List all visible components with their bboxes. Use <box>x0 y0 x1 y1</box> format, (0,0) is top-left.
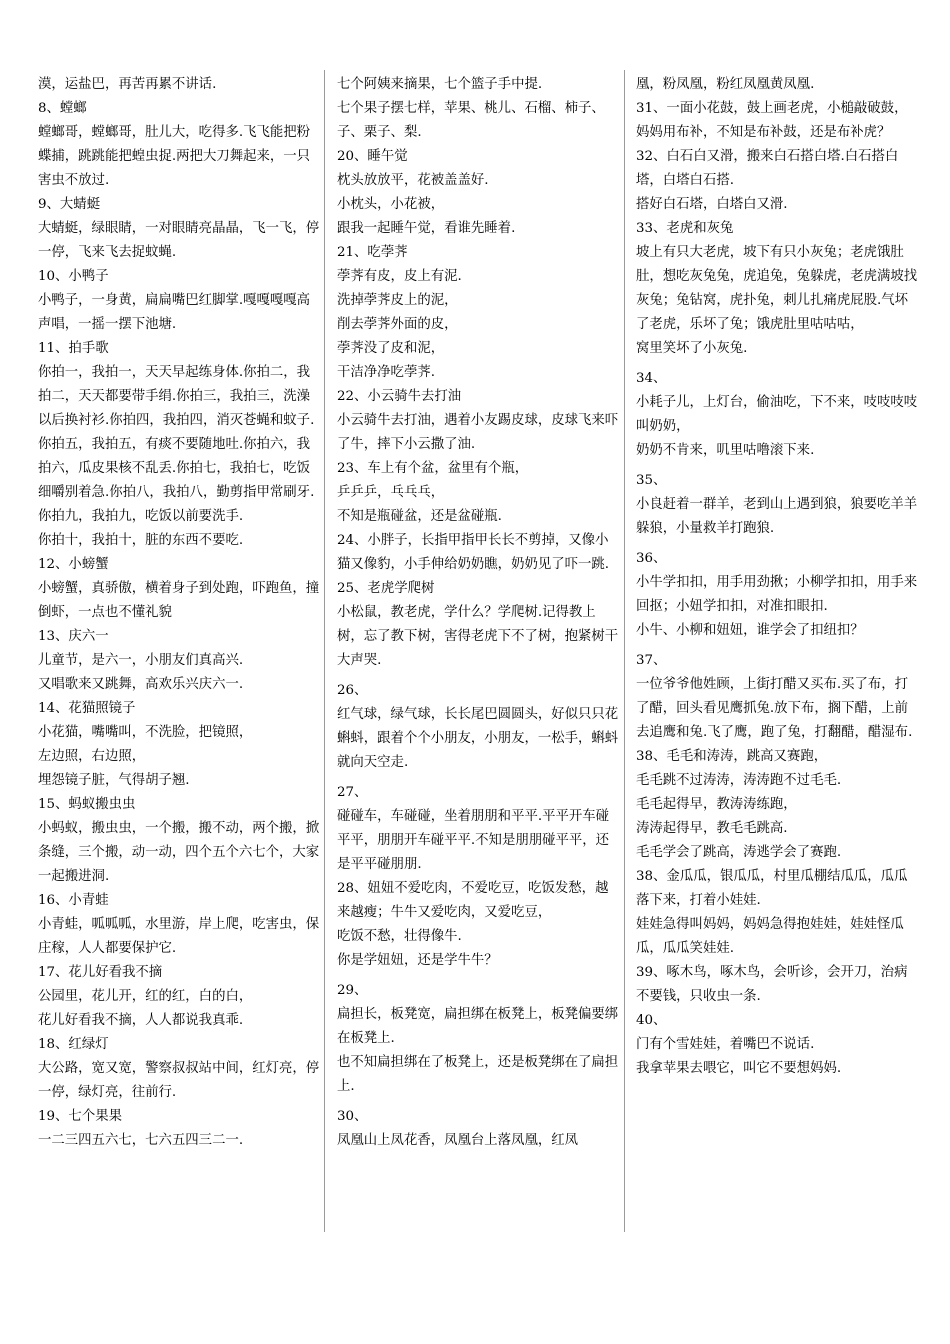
rhyme-title: 38、金瓜瓜，银瓜瓜，村里瓜棚结瓜瓜，瓜瓜落下来，打着小娃娃. <box>636 869 908 908</box>
rhyme-line: 娃娃急得叫妈妈，妈妈急得抱娃娃，娃娃怪瓜瓜，瓜瓜笑娃娃. <box>636 917 904 956</box>
rhyme-title: 40、 <box>636 1013 667 1028</box>
rhyme-title: 24、小胖子，长指甲指甲长长不剪掉，又像小猫又像豹，小手伸给奶奶瞧，奶奶见了吓一跳. <box>337 533 610 572</box>
rhyme-block <box>636 865 918 961</box>
rhyme-block <box>337 385 619 457</box>
rhyme-line: 一二三四五六七，七六五四三二一. <box>38 1133 244 1148</box>
rhyme-line: 干洁净净吃荸荠. <box>337 365 435 380</box>
rhyme-line: 花儿好看我不摘，人人都说我真乖. <box>38 1013 244 1028</box>
rhyme-block <box>38 961 320 1033</box>
column-2 <box>337 73 619 1153</box>
rhyme-title: 36、 <box>636 551 667 566</box>
column-1 <box>38 73 320 1153</box>
rhyme-title: 15、蚂蚁搬虫虫 <box>38 797 136 812</box>
rhyme-block <box>38 1105 320 1153</box>
rhyme-block <box>38 793 320 889</box>
rhyme-line: 碰碰车，车碰碰，坐着朋朋和平平.平平开车碰平平，朋朋开车碰平平.不知是朋朋碰平平，还是平平碰朋朋. <box>337 809 610 872</box>
rhyme-title: 17、花儿好看我不摘 <box>38 965 163 980</box>
rhyme-block <box>337 73 619 145</box>
rhyme-line: 小牛、小柳和妞妞，谁学会了扣纽扣？ <box>636 623 864 638</box>
rhyme-block <box>636 73 918 97</box>
rhyme-line: 小青蛙，呱呱呱，水里游，岸上爬，吃害虫，保庄稼，人人都要保护它. <box>38 917 320 956</box>
rhyme-block <box>38 625 320 697</box>
rhyme-block <box>337 241 619 385</box>
rhyme-title: 31、一面小花鼓，鼓上画老虎，小槌敲破鼓，妈妈用布补，不知是布补鼓，还是布补虎？ <box>636 101 908 140</box>
rhyme-block <box>636 217 918 361</box>
rhyme-block <box>636 97 918 145</box>
rhyme-title: 9、大蜻蜓 <box>38 197 101 212</box>
rhyme-title: 13、庆六一 <box>38 629 109 644</box>
rhyme-line: 奶奶不肯来，叽里咕噜滚下来. <box>636 443 815 458</box>
rhyme-title: 32、白石白又滑，搬来白石搭白塔.白石搭白塔，白塔白石搭. <box>636 149 899 188</box>
rhyme-title: 34、 <box>636 371 667 386</box>
rhyme-title: 35、 <box>636 473 667 488</box>
rhyme-block <box>337 145 619 241</box>
rhyme-line: 一位爷爷他姓顾，上街打醋又买布.买了布，打了醋，回头看见鹰抓兔.放下布，搁下醋，上前去追鹰和兔.飞了鹰，跑了兔，打翻醋，醋湿布. <box>636 677 913 740</box>
rhyme-block <box>337 529 619 577</box>
rhyme-line: 你是学妞妞，还是学牛牛？ <box>337 953 498 968</box>
rhyme-block <box>636 745 918 865</box>
rhyme-line: 小耗子儿，上灯台，偷油吃，下不来，吱吱吱吱叫奶奶， <box>636 395 918 434</box>
rhyme-block <box>636 367 918 463</box>
rhyme-title: 12、小螃蟹 <box>38 557 109 572</box>
rhyme-line: 荸荠有皮，皮上有泥. <box>337 269 462 284</box>
rhyme-title: 33、老虎和灰兔 <box>636 221 734 236</box>
rhyme-line: 大蜻蜓，绿眼睛，一对眼睛亮晶晶，飞一飞，停一停，飞来飞去捉蚊蝇. <box>38 221 320 260</box>
rhyme-block <box>337 877 619 973</box>
rhyme-line: 小枕头，小花被， <box>337 197 445 212</box>
rhyme-line: 你拍一，我拍一，天天早起练身体.你拍二，我拍二，天天都要带手绢.你拍三，我拍三，洗澡以后换衬衫.你拍四，我拍四，消灭苍蝇和蚊子.你拍五，我拍五，有痰不要随地吐.你拍六，我拍六，瓜皮果核不乱丢.你拍七，我拍七，吃饭细嚼别着急.你拍八，我拍八，勤剪指甲常刷牙.你拍九，我拍九，吃饭以前要洗手. <box>38 365 315 524</box>
rhyme-line: 削去荸荠外面的皮， <box>337 317 458 332</box>
rhyme-title: 14、花猫照镜子 <box>38 701 136 716</box>
rhyme-line: 又唱歌来又跳舞，高欢乐兴庆六一. <box>38 677 244 692</box>
rhyme-block <box>38 97 320 193</box>
rhyme-line: 七个阿姨来摘果，七个篮子手中提. <box>337 77 543 92</box>
rhyme-line: 小松鼠，教老虎，学什么？学爬树.记得教上树，忘了教下树，害得老虎下不了树，抱紧树干大声哭. <box>337 605 619 668</box>
rhyme-line: 荸荠没了皮和泥， <box>337 341 445 356</box>
rhyme-title: 16、小青蛙 <box>38 893 109 908</box>
rhyme-line: 小鸭子，一身黄，扁扁嘴巴红脚掌.嘎嘎嘎嘎高声唱，一摇一摆下池塘. <box>38 293 311 332</box>
rhyme-block <box>636 961 918 1009</box>
rhyme-line: 凤凰山上凤花香，凤凰台上落凤凰，红凤 <box>337 1133 579 1148</box>
rhyme-title: 8、螳螂 <box>38 101 87 116</box>
rhyme-line: 跟我一起睡午觉，看谁先睡着. <box>337 221 516 236</box>
rhyme-title: 21、吃荸荠 <box>337 245 408 260</box>
rhyme-line: 毛毛起得早，教涛涛练跑， <box>636 797 797 812</box>
rhyme-line: 我拿苹果去喂它，叫它不要想妈妈. <box>636 1061 842 1076</box>
rhyme-title: 25、老虎学爬树 <box>337 581 435 596</box>
rhyme-line: 坡上有只大老虎，坡下有只小灰兔；老虎饿肚肚，想吃灰兔兔，虎追兔，兔躲虎，老虎满坡找灰兔；兔钻窝，虎扑兔，刺儿扎痛虎屁股.气坏了老虎，乐坏了兔；饿虎肚里咕咕咕， <box>636 245 918 332</box>
rhyme-title: 30、 <box>337 1109 368 1124</box>
rhyme-line: 毛毛跳不过涛涛，涛涛跑不过毛毛. <box>636 773 842 788</box>
rhyme-line: 小蚂蚁，搬虫虫，一个搬，搬不动，两个搬，掀条缝，三个搬，动一动，四个五个六七个，大家一起搬进洞. <box>38 821 320 884</box>
rhyme-line: 也不知扁担绑在了板凳上，还是板凳绑在了扁担上. <box>337 1055 619 1094</box>
rhyme-line: 乒乒乒，乓乓乓， <box>337 485 445 500</box>
rhyme-line: 红气球，绿气球，长长尾巴圆圆头，好似只只花蝌蚪，跟着个个小朋友，小朋友，一松手，蝌蚪就向天空走. <box>337 707 619 770</box>
rhyme-title: 10、小鸭子 <box>38 269 109 284</box>
rhyme-line: 门有个雪娃娃，着嘴巴不说话. <box>636 1037 815 1052</box>
rhyme-line: 凰，粉凤凰，粉红凤凰黄凤凰. <box>636 77 815 92</box>
rhyme-title: 11、拍手歌 <box>38 341 109 356</box>
rhyme-line: 七个果子摆七样，苹果、桃儿、石榴、柿子、子、栗子、梨. <box>337 101 605 140</box>
rhyme-block <box>337 457 619 529</box>
rhyme-line: 涛涛起得早，教毛毛跳高. <box>636 821 788 836</box>
rhyme-line: 埋怨镜子脏，气得胡子翘. <box>38 773 190 788</box>
rhyme-line: 扁担长，板凳宽，扁担绑在板凳上，板凳偏要绑在板凳上. <box>337 1007 619 1046</box>
rhyme-block <box>38 193 320 265</box>
rhyme-block <box>38 697 320 793</box>
rhyme-line: 枕头放放平，花被盖盖好. <box>337 173 489 188</box>
rhyme-block <box>636 145 918 217</box>
rhyme-title: 22、小云骑牛去打油 <box>337 389 462 404</box>
rhyme-title: 23、车上有个盆，盆里有个瓶， <box>337 461 529 476</box>
rhyme-block <box>38 337 320 553</box>
rhyme-line: 洗掉荸荠皮上的泥， <box>337 293 458 308</box>
rhyme-block <box>636 649 918 745</box>
rhyme-line: 左边照，右边照， <box>38 749 146 764</box>
rhyme-line: 不知是瓶碰盆，还是盆碰瓶. <box>337 509 502 524</box>
rhyme-line: 搭好白石塔，白塔白又滑. <box>636 197 788 212</box>
rhyme-line: 小牛学扣扣，用手用劲揪；小柳学扣扣，用手来回抠；小妞学扣扣，对准扣眼扣. <box>636 575 918 614</box>
rhyme-block <box>38 553 320 625</box>
rhyme-block <box>636 469 918 541</box>
rhyme-block <box>38 73 320 97</box>
rhyme-line: 你拍十，我拍十，脏的东西不要吃. <box>38 533 244 548</box>
rhyme-block <box>636 1009 918 1081</box>
rhyme-title: 39、啄木鸟，啄木鸟，会听诊，会开刀，治病不要钱，只收虫一条. <box>636 965 908 1004</box>
rhyme-block <box>337 679 619 775</box>
rhyme-line: 毛毛学会了跳高，涛逃学会了赛跑. <box>636 845 842 860</box>
rhyme-block <box>38 265 320 337</box>
rhyme-line: 儿童节，是六一，小朋友们真高兴. <box>38 653 244 668</box>
rhyme-block <box>337 979 619 1099</box>
rhyme-title: 20、睡午觉 <box>337 149 408 164</box>
rhyme-title: 26、 <box>337 683 368 698</box>
rhyme-line: 螳螂哥，螳螂哥，肚儿大，吃得多.飞飞能把粉蝶捕，跳跳能把蝗虫捉.两把大刀舞起来，一只害虫不放过. <box>38 125 311 188</box>
rhyme-line: 漠，运盐巴，再苦再累不讲话. <box>38 77 217 92</box>
rhyme-block <box>337 781 619 877</box>
rhyme-line: 小花猫，嘴嘴叫，不洗脸，把镜照， <box>38 725 253 740</box>
column-divider-1 <box>324 70 325 1232</box>
rhyme-line: 小云骑牛去打油，遇着小友踢皮球，皮球飞来吓了牛，摔下小云撒了油. <box>337 413 619 452</box>
rhyme-block <box>337 1105 619 1153</box>
rhyme-line: 小螃蟹，真骄傲，横着身子到处跑，吓跑鱼，撞倒虾，一点也不懂礼貌 <box>38 581 320 620</box>
rhyme-title: 27、 <box>337 785 368 800</box>
rhyme-line: 窝里笑坏了小灰兔. <box>636 341 748 356</box>
rhyme-block <box>38 1033 320 1105</box>
rhyme-title: 37、 <box>636 653 667 668</box>
rhyme-block <box>636 547 918 643</box>
rhyme-line: 小良赶着一群羊，老到山上遇到狼，狼要吃羊羊躲狼，小量救羊打跑狼. <box>636 497 918 536</box>
rhyme-line: 大公路，宽又宽，警察叔叔站中间，红灯亮，停一停，绿灯亮，往前行. <box>38 1061 320 1100</box>
rhyme-title: 38、毛毛和涛涛，跳高又赛跑， <box>636 749 828 764</box>
column-3 <box>636 73 918 1081</box>
column-divider-2 <box>624 70 625 1232</box>
rhyme-title: 19、七个果果 <box>38 1109 122 1124</box>
rhyme-block <box>337 577 619 673</box>
rhyme-title: 18、红绿灯 <box>38 1037 109 1052</box>
rhyme-line: 公园里，花儿开，红的红，白的白， <box>38 989 253 1004</box>
rhyme-title: 28、妞妞不爱吃肉，不爱吃豆，吃饭发愁，越来越瘦；牛牛又爱吃肉，又爱吃豆， <box>337 881 609 920</box>
rhyme-block <box>38 889 320 961</box>
rhyme-title: 29、 <box>337 983 368 998</box>
rhyme-line: 吃饭不愁，壮得像牛. <box>337 929 462 944</box>
